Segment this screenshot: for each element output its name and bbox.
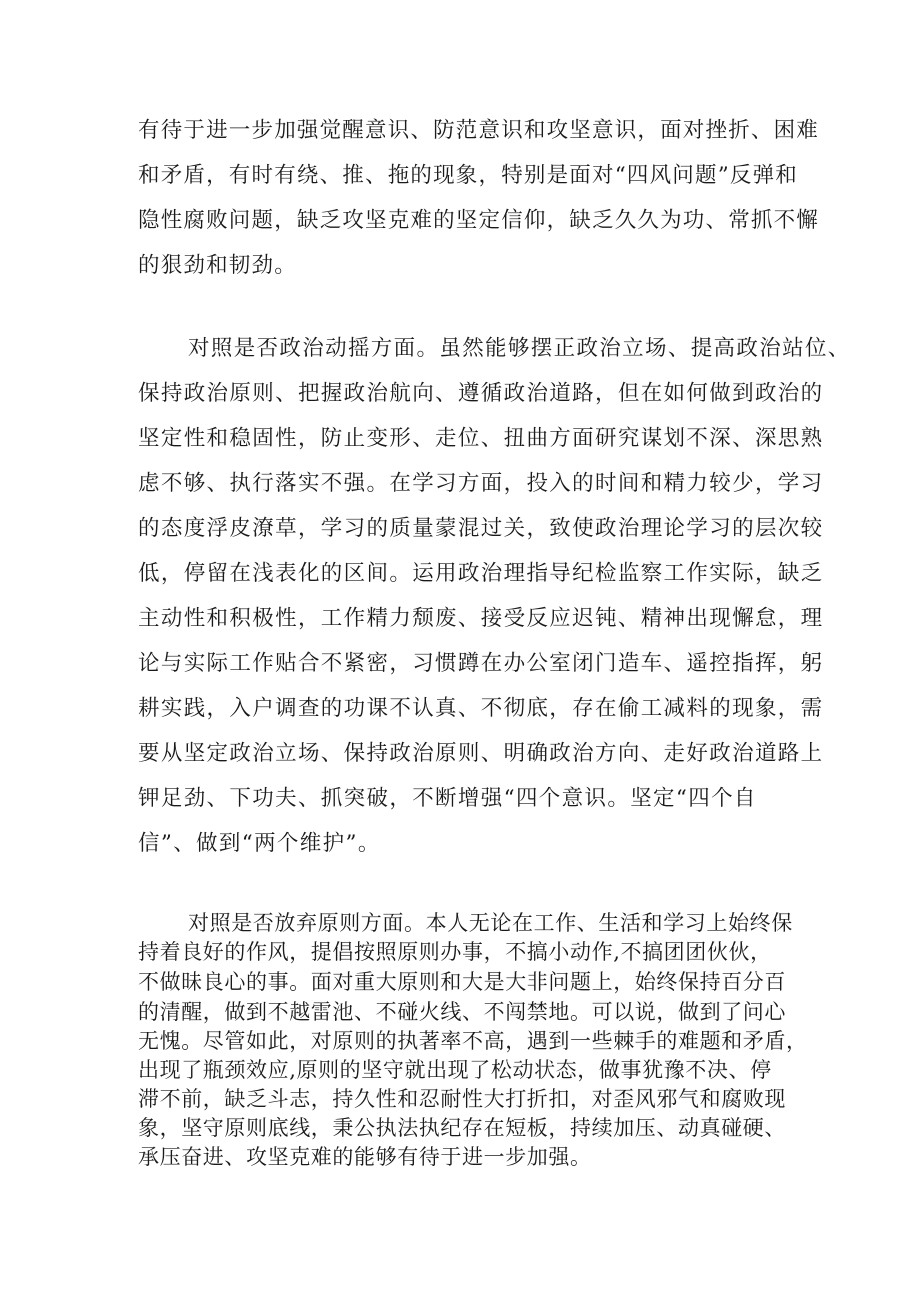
paragraph-line: 的态度浮皮潦草，学习的质量蒙混过关，致使政治理论学习的层次较 xyxy=(138,516,824,541)
paragraph-line: 的狠劲和韧劲。 xyxy=(138,253,297,278)
paragraph-line: 耕实践，入户调查的功课不认真、不彻底，存在偷工减料的现象，需 xyxy=(138,696,824,721)
paragraph-line: 要从坚定政治立场、保持政治原则、明确政治方向、走好政治道路上 xyxy=(138,741,824,766)
paragraph-line: 对照是否政治动摇方面。虽然能够摆正政治立场、提高政治站位、 xyxy=(188,336,851,361)
paragraph-line: 钾足劲、下功夫、抓突破，不断增强“四个意识。坚定“四个自 xyxy=(138,786,757,811)
paragraph-line: 不做昧良心的事。面对重大原则和大是大非问题上，始终保持百分百 xyxy=(138,970,786,994)
paragraph-line: 滞不前，缺乏斗志，持久性和忍耐性大打折扣，对歪风邪气和腐败现 xyxy=(138,1087,786,1111)
paragraph-line: 象，坚守原则底线，秉公执法执纪存在短板，持续加压、动真碰硬、 xyxy=(138,1116,786,1140)
paragraph-line: 无愧。尽管如此，对原则的执著率不高，遇到一些棘手的难题和矛盾， xyxy=(138,1029,808,1053)
paragraph-line: 主动性和积极性，工作精力颓废、接受反应迟钝、精神出现懈怠，理 xyxy=(138,606,824,631)
paragraph-line: 有待于进一步加强觉醒意识、防范意识和攻坚意识，面对挫折、困难 xyxy=(138,118,820,143)
paragraph-line: 保持政治原则、把握政治航向、遵循政治道路，但在如何做到政治的 xyxy=(138,381,824,406)
paragraph-line: 虑不够、执行落实不强。在学习方面，投入的时间和精力较少，学习 xyxy=(138,471,824,496)
paragraph-line: 信”、做到“两个维护”。 xyxy=(138,831,381,856)
paragraph-line: 低，停留在浅表化的区间。运用政治理指导纪检监察工作实际，缺乏 xyxy=(138,561,824,586)
paragraph-line: 论与实际工作贴合不紧密，习惯蹲在办公室闭门造车、遥控指挥，躬 xyxy=(138,651,824,676)
paragraph-line: 坚定性和稳固性，防止变形、走位、扭曲方面研究谋划不深、深思熟 xyxy=(138,426,824,451)
paragraph-line: 出现了瓶颈效应,原则的坚守就出现了松动状态，做事犹豫不决、停 xyxy=(138,1058,772,1082)
paragraph-line: 对照是否放弃原则方面。本人无论在工作、生活和学习上始终保 xyxy=(188,911,793,935)
paragraph-line: 的清醒，做到不越雷池、不碰火线、不闯禁地。可以说，做到了问心 xyxy=(138,1000,786,1024)
paragraph-line: 持着良好的作风，提倡按照原则办事，不搞小动作,不搞团团伙伙， xyxy=(138,940,772,964)
paragraph-line: 承压奋进、攻坚克难的能够有待于进一步加强。 xyxy=(138,1145,592,1169)
paragraph-line: 隐性腐败问题，缺乏攻坚克难的坚定信仰，缺乏久久为功、常抓不懈 xyxy=(138,208,820,233)
paragraph-line: 和矛盾，有时有绕、推、拖的现象，特别是面对“四风问题”反弹和 xyxy=(138,163,798,188)
